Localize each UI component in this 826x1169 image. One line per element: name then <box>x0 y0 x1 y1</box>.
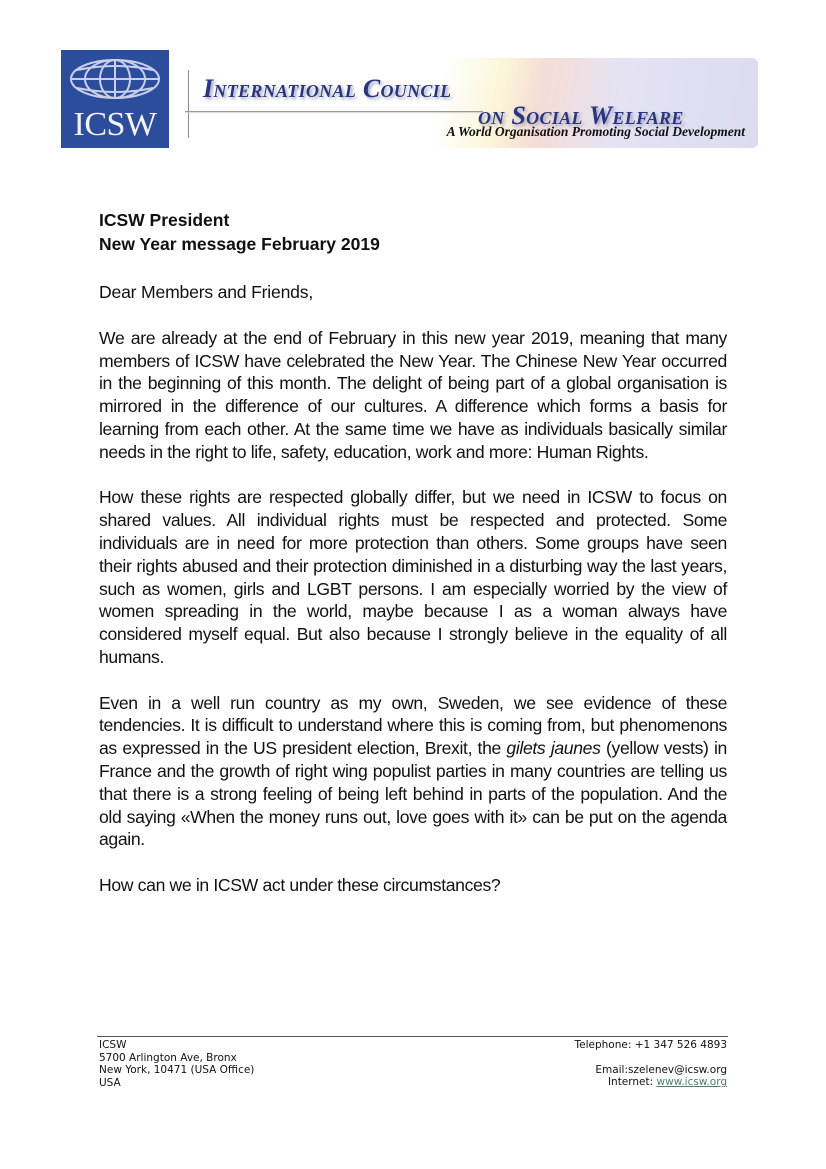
footer-telephone: Telephone: +1 347 526 4893 <box>574 1039 727 1051</box>
globe-icon <box>67 56 163 102</box>
document-subtitle: New Year message February 2019 <box>99 234 380 254</box>
banner-divider-vertical <box>188 70 189 138</box>
footer-contact <box>575 1039 728 1089</box>
footer-org: ICSW <box>99 1039 127 1051</box>
footer-address <box>99 1039 254 1090</box>
footer-internet <box>575 1076 728 1089</box>
icsw-logo <box>61 50 169 148</box>
logo-text: ICSW <box>73 106 157 143</box>
salutation: Dear Members and Friends, <box>99 282 314 302</box>
paragraph-2: How these rights are respected globally differ, but we need in ICSW to focus on shared values. All individual rights must be respected and protected. Some individuals are in need for more protection than others. Some groups have seen their rights abused and their protection diminished in a disturbing way the last years, such as women, girls and LGBT persons. I am especially worried by the view of women spreading in the world, maybe because I as a woman always have considered myself equal. But also because I strongly believe in the equality of all humans. <box>99 487 727 667</box>
org-name-line1: International Council <box>203 74 452 103</box>
org-tagline: A World Organisation Promoting Social Development <box>446 124 745 139</box>
org-name-line2: on Social Welfare <box>478 101 684 130</box>
footer-email[interactable]: Email:szelenev@icsw.org <box>595 1063 727 1076</box>
footer-address-line2: New York, 10471 (USA Office) <box>99 1064 255 1077</box>
website-link[interactable]: www.icsw.org <box>656 1076 727 1089</box>
footer-divider <box>97 1036 728 1037</box>
paragraph-4: How can we in ICSW act under these circumstances? <box>99 874 501 895</box>
footer-internet-label: Internet: <box>607 1076 657 1089</box>
paragraph-3 <box>99 692 727 852</box>
paragraph-3-italic: gilets jaunes <box>506 738 601 759</box>
paragraph-3-text-before: Even in a well run country as my own, Sweden, we see evidence of these tendencies. It is difficult to understand where this is coming from, but phenomenons as expressed in the US president election, Brexit, the <box>99 692 727 759</box>
letter-body <box>99 208 727 897</box>
footer-country: USA <box>99 1077 121 1090</box>
banner-divider-horizontal <box>185 111 483 112</box>
document-title: ICSW President <box>99 210 230 230</box>
paragraph-3-text-after: (yellow vests) in France and the growth of right wing populist parties in many countries are telling us that there is a strong feeling of being left behind in parts of the population. And the old saying «When the money runs out, love goes with it» can be put on the agenda again. <box>99 738 727 850</box>
footer-address-line1: 5700 Arlington Ave, Bronx <box>99 1051 237 1064</box>
paragraph-1: We are already at the end of February in this new year 2019, meaning that many members of ICSW have celebrated the New Year. The Chinese New Year occurred in the beginning of this month. The delight of being part of a global organisation is mirrored in the difference of our cultures. A difference which forms a basis for learning from each other. At the same time we have as individuals basically similar needs in the right to life, safety, education, work and more: Human Rights. <box>99 327 727 462</box>
